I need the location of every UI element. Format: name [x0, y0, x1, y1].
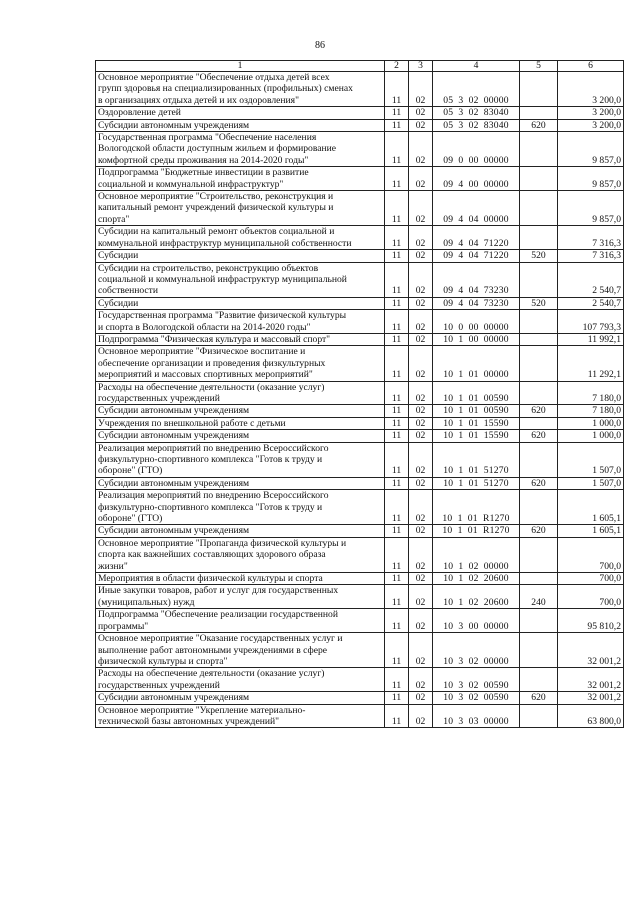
row-section: 11 — [385, 297, 409, 309]
row-name: Основное мероприятие "Обеспечение отдыха детей всех групп здоровья на специализированных (профильных) сменах в организациях отдыха детей и их оздоровления" — [96, 72, 385, 107]
row-subsection: 02 — [409, 430, 433, 442]
table-row — [96, 585, 624, 609]
table-row — [96, 609, 624, 633]
row-target-article: 09 4 04 73230 — [433, 297, 520, 309]
row-expense-type — [520, 167, 558, 191]
row-subsection: 02 — [409, 132, 433, 167]
table-row — [96, 191, 624, 226]
row-target-article: 10 1 01 00590 — [433, 381, 520, 405]
row-name: Государственная программа "Развитие физической культуры и спорта в Вологодской области на 2014-2020 годы" — [96, 310, 385, 334]
row-amount: 700,0 — [558, 585, 624, 609]
row-expense-type: 240 — [520, 585, 558, 609]
row-target-article: 10 1 02 20600 — [433, 585, 520, 609]
row-section: 11 — [385, 262, 409, 297]
row-target-article: 10 1 02 20600 — [433, 573, 520, 585]
row-name: Субсидии автономным учреждениям — [96, 430, 385, 442]
row-target-article: 10 1 01 R1270 — [433, 525, 520, 537]
row-subsection: 02 — [409, 442, 433, 477]
row-section: 11 — [385, 119, 409, 131]
row-amount: 9 857,0 — [558, 191, 624, 226]
row-subsection: 02 — [409, 107, 433, 119]
row-amount: 1 605,1 — [558, 490, 624, 525]
row-amount: 11 292,1 — [558, 346, 624, 381]
row-subsection: 02 — [409, 704, 433, 728]
row-target-article: 05 3 02 83040 — [433, 119, 520, 131]
row-amount: 2 540,7 — [558, 297, 624, 309]
row-amount: 7 180,0 — [558, 381, 624, 405]
row-name: Основное мероприятие "Строительство, реконструкция и капитальный ремонт учреждений физической культуры и спорта" — [96, 191, 385, 226]
row-target-article: 10 1 01 00590 — [433, 405, 520, 417]
row-amount: 7 316,3 — [558, 226, 624, 250]
row-subsection: 02 — [409, 525, 433, 537]
row-name: Иные закупки товаров, работ и услуг для государственных (муниципальных) нужд — [96, 585, 385, 609]
row-name: Субсидии автономным учреждениям — [96, 525, 385, 537]
row-amount: 1 000,0 — [558, 430, 624, 442]
row-subsection: 02 — [409, 609, 433, 633]
table-row — [96, 333, 624, 345]
row-amount: 1 000,0 — [558, 417, 624, 429]
row-name: Оздоровление детей — [96, 107, 385, 119]
table-row — [96, 417, 624, 429]
row-name: Субсидии автономным учреждениям — [96, 119, 385, 131]
row-subsection: 02 — [409, 346, 433, 381]
header-row — [96, 61, 624, 72]
row-expense-type — [520, 262, 558, 297]
row-name: Мероприятия в области физической культуры и спорта — [96, 573, 385, 585]
row-amount: 9 857,0 — [558, 132, 624, 167]
row-section: 11 — [385, 477, 409, 489]
row-section: 11 — [385, 704, 409, 728]
table-row — [96, 381, 624, 405]
row-expense-type — [520, 537, 558, 572]
row-amount: 3 200,0 — [558, 72, 624, 107]
row-expense-type — [520, 704, 558, 728]
row-section: 11 — [385, 417, 409, 429]
table-row — [96, 537, 624, 572]
row-section: 11 — [385, 132, 409, 167]
row-name: Субсидии — [96, 297, 385, 309]
row-target-article: 10 1 01 15590 — [433, 430, 520, 442]
row-expense-type: 620 — [520, 525, 558, 537]
row-subsection: 02 — [409, 573, 433, 585]
row-target-article: 10 1 00 00000 — [433, 333, 520, 345]
row-subsection: 02 — [409, 417, 433, 429]
column-header-name: 1 — [96, 61, 385, 72]
row-amount: 700,0 — [558, 573, 624, 585]
row-expense-type — [520, 442, 558, 477]
row-section: 11 — [385, 405, 409, 417]
row-section: 11 — [385, 167, 409, 191]
budget-table — [95, 60, 624, 728]
row-expense-type — [520, 633, 558, 668]
row-target-article: 10 1 01 00000 — [433, 346, 520, 381]
row-subsection: 02 — [409, 72, 433, 107]
row-expense-type: 620 — [520, 405, 558, 417]
row-amount: 9 857,0 — [558, 167, 624, 191]
row-expense-type: 620 — [520, 477, 558, 489]
row-target-article: 09 4 04 00000 — [433, 191, 520, 226]
row-expense-type: 620 — [520, 119, 558, 131]
row-subsection: 02 — [409, 226, 433, 250]
row-target-article: 10 1 01 51270 — [433, 477, 520, 489]
row-target-article: 09 4 04 71220 — [433, 226, 520, 250]
row-subsection: 02 — [409, 167, 433, 191]
row-subsection: 02 — [409, 692, 433, 704]
row-expense-type — [520, 72, 558, 107]
row-section: 11 — [385, 381, 409, 405]
row-subsection: 02 — [409, 490, 433, 525]
table-row — [96, 107, 624, 119]
row-name: Субсидии на строительство, реконструкцию объектов социальной и коммунальной инфраструктур муниципальной собственности — [96, 262, 385, 297]
row-target-article: 10 1 01 51270 — [433, 442, 520, 477]
column-header-section: 2 — [385, 61, 409, 72]
row-target-article: 10 3 00 00000 — [433, 609, 520, 633]
row-amount: 32 001,2 — [558, 633, 624, 668]
table-row — [96, 490, 624, 525]
row-target-article: 09 4 04 71220 — [433, 250, 520, 262]
row-name: Подпрограмма "Бюджетные инвестиции в развитие социальной и коммунальной инфраструктур" — [96, 167, 385, 191]
row-target-article: 09 0 00 00000 — [433, 132, 520, 167]
row-section: 11 — [385, 609, 409, 633]
row-section: 11 — [385, 346, 409, 381]
row-section: 11 — [385, 633, 409, 668]
row-section: 11 — [385, 310, 409, 334]
row-subsection: 02 — [409, 119, 433, 131]
row-expense-type — [520, 310, 558, 334]
row-target-article: 10 3 02 00590 — [433, 692, 520, 704]
row-expense-type — [520, 490, 558, 525]
row-expense-type — [520, 346, 558, 381]
row-section: 11 — [385, 585, 409, 609]
row-target-article: 09 4 04 73230 — [433, 262, 520, 297]
row-target-article: 10 3 02 00590 — [433, 668, 520, 692]
row-amount: 63 800,0 — [558, 704, 624, 728]
row-name: Основное мероприятие "Укрепление материально- технической базы автономных учреждений" — [96, 704, 385, 728]
table-row — [96, 477, 624, 489]
row-expense-type — [520, 333, 558, 345]
table-row — [96, 167, 624, 191]
row-subsection: 02 — [409, 381, 433, 405]
row-target-article: 10 3 03 00000 — [433, 704, 520, 728]
row-amount: 1 605,1 — [558, 525, 624, 537]
row-name: Расходы на обеспечение деятельности (оказание услуг) государственных учреждений — [96, 381, 385, 405]
table-row — [96, 692, 624, 704]
table-row — [96, 704, 624, 728]
row-amount: 700,0 — [558, 537, 624, 572]
row-expense-type — [520, 668, 558, 692]
row-amount: 11 992,1 — [558, 333, 624, 345]
table-row — [96, 119, 624, 131]
row-name: Субсидии автономным учреждениям — [96, 477, 385, 489]
row-name: Основное мероприятие "Оказание государственных услуг и выполнение работ автономными учреждениями в сфере физической культуры и спорта" — [96, 633, 385, 668]
row-section: 11 — [385, 573, 409, 585]
table-row — [96, 262, 624, 297]
table-row — [96, 442, 624, 477]
row-section: 11 — [385, 226, 409, 250]
row-subsection: 02 — [409, 537, 433, 572]
row-expense-type — [520, 573, 558, 585]
row-section: 11 — [385, 692, 409, 704]
row-section: 11 — [385, 525, 409, 537]
row-amount: 7 180,0 — [558, 405, 624, 417]
row-name: Субсидии автономным учреждениям — [96, 405, 385, 417]
table-body — [96, 72, 624, 728]
row-section: 11 — [385, 668, 409, 692]
table-row — [96, 346, 624, 381]
row-target-article: 05 3 02 00000 — [433, 72, 520, 107]
column-header-subsection: 3 — [409, 61, 433, 72]
row-section: 11 — [385, 191, 409, 226]
row-target-article: 10 1 01 15590 — [433, 417, 520, 429]
row-name: Основное мероприятие "Пропаганда физической культуры и спорта как важнейших составляющих здорового образа жизни" — [96, 537, 385, 572]
row-subsection: 02 — [409, 297, 433, 309]
row-subsection: 02 — [409, 633, 433, 668]
row-amount: 2 540,7 — [558, 262, 624, 297]
row-amount: 3 200,0 — [558, 107, 624, 119]
row-subsection: 02 — [409, 191, 433, 226]
row-subsection: 02 — [409, 310, 433, 334]
table-row — [96, 310, 624, 334]
row-target-article: 10 1 01 R1270 — [433, 490, 520, 525]
row-section: 11 — [385, 250, 409, 262]
row-name: Учреждения по внешкольной работе с детьми — [96, 417, 385, 429]
row-expense-type — [520, 417, 558, 429]
row-section: 11 — [385, 442, 409, 477]
row-subsection: 02 — [409, 250, 433, 262]
row-target-article: 10 1 02 00000 — [433, 537, 520, 572]
table-row — [96, 226, 624, 250]
row-name: Расходы на обеспечение деятельности (оказание услуг) государственных учреждений — [96, 668, 385, 692]
table-row — [96, 430, 624, 442]
row-name: Субсидии автономным учреждениям — [96, 692, 385, 704]
row-expense-type — [520, 191, 558, 226]
row-subsection: 02 — [409, 668, 433, 692]
row-subsection: 02 — [409, 262, 433, 297]
row-target-article: 10 0 00 00000 — [433, 310, 520, 334]
row-amount: 1 507,0 — [558, 477, 624, 489]
row-section: 11 — [385, 490, 409, 525]
row-expense-type: 520 — [520, 297, 558, 309]
table-row — [96, 405, 624, 417]
row-amount: 95 810,2 — [558, 609, 624, 633]
row-expense-type — [520, 107, 558, 119]
row-name: Основное мероприятие "Физическое воспитание и обеспечение организации и проведения физкультурных мероприятий и массовых спортивных мероприятий" — [96, 346, 385, 381]
table-row — [96, 72, 624, 107]
row-expense-type: 520 — [520, 250, 558, 262]
row-expense-type — [520, 226, 558, 250]
row-expense-type: 620 — [520, 430, 558, 442]
row-expense-type: 620 — [520, 692, 558, 704]
table-row — [96, 668, 624, 692]
row-section: 11 — [385, 72, 409, 107]
column-header-target-article: 4 — [433, 61, 520, 72]
row-target-article: 09 4 00 00000 — [433, 167, 520, 191]
row-name: Реализация мероприятий по внедрению Всероссийского физкультурно-спортивного комплекса "Готов к труду и обороне" (ГТО) — [96, 442, 385, 477]
row-amount: 32 001,2 — [558, 692, 624, 704]
row-target-article: 10 3 02 00000 — [433, 633, 520, 668]
row-subsection: 02 — [409, 333, 433, 345]
row-amount: 107 793,3 — [558, 310, 624, 334]
table-row — [96, 297, 624, 309]
row-amount: 1 507,0 — [558, 442, 624, 477]
row-amount: 7 316,3 — [558, 250, 624, 262]
table-row — [96, 250, 624, 262]
table-row — [96, 573, 624, 585]
row-amount: 3 200,0 — [558, 119, 624, 131]
row-name: Подпрограмма "Обеспечение реализации государственной программы" — [96, 609, 385, 633]
page-number: 86 — [315, 40, 325, 51]
row-section: 11 — [385, 107, 409, 119]
table-row — [96, 132, 624, 167]
row-subsection: 02 — [409, 585, 433, 609]
row-subsection: 02 — [409, 405, 433, 417]
table-row — [96, 525, 624, 537]
row-section: 11 — [385, 333, 409, 345]
row-name: Подпрограмма "Физическая культура и массовый спорт" — [96, 333, 385, 345]
row-expense-type — [520, 132, 558, 167]
row-target-article: 05 3 02 83040 — [433, 107, 520, 119]
row-name: Государственная программа "Обеспечение населения Вологодской области доступным жильем и формирование комфортной среды проживания на 2014-2020 годы" — [96, 132, 385, 167]
row-section: 11 — [385, 537, 409, 572]
row-amount: 32 001,2 — [558, 668, 624, 692]
row-name: Субсидии на капитальный ремонт объектов социальной и коммунальной инфраструктур муниципальной собственности — [96, 226, 385, 250]
row-expense-type — [520, 381, 558, 405]
column-header-amount: 6 — [558, 61, 624, 72]
row-name: Субсидии — [96, 250, 385, 262]
row-name: Реализация мероприятий по внедрению Всероссийского физкультурно-спортивного комплекса "Готов к труду и обороне" (ГТО) — [96, 490, 385, 525]
row-expense-type — [520, 609, 558, 633]
row-subsection: 02 — [409, 477, 433, 489]
row-section: 11 — [385, 430, 409, 442]
column-header-expense-type: 5 — [520, 61, 558, 72]
table-row — [96, 633, 624, 668]
